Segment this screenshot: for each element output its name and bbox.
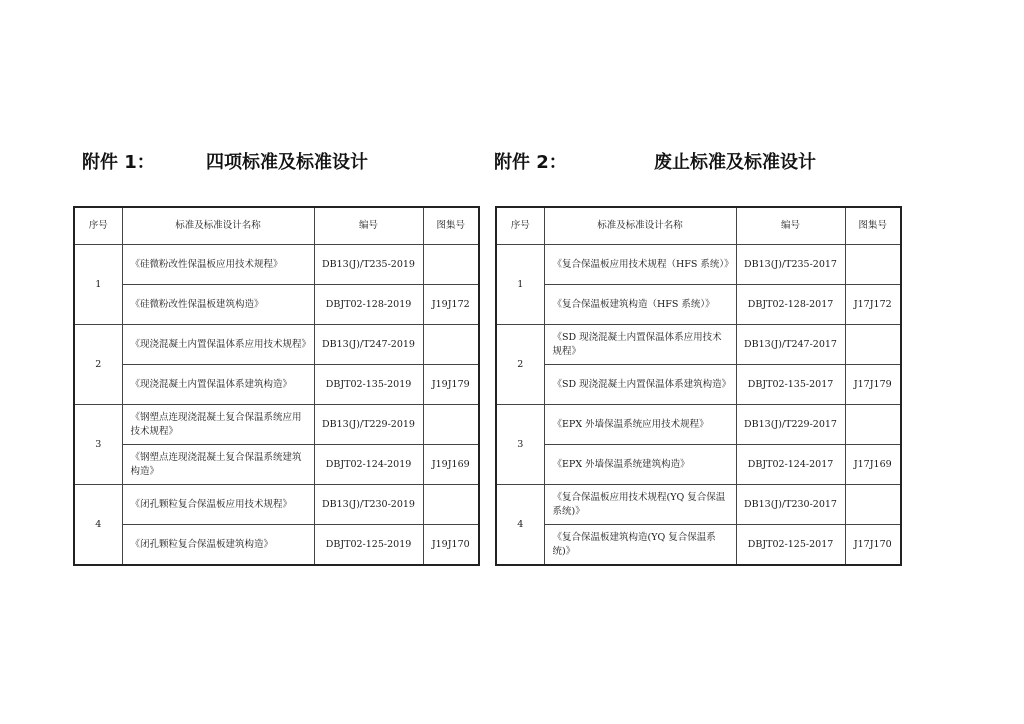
standard-name: 《复合保温板建筑构造（HFS 系统）》 — [544, 285, 736, 325]
table-row — [74, 365, 479, 405]
atlas-number — [845, 245, 901, 285]
table-row — [74, 445, 479, 485]
row-sequence-number: 3 — [496, 405, 544, 485]
column-header-seq: 序号 — [496, 207, 544, 245]
row-sequence-number: 2 — [74, 325, 122, 405]
table-row — [74, 325, 479, 365]
table-row — [496, 445, 901, 485]
standard-code: DBJT02-124-2017 — [736, 445, 845, 485]
table-row — [496, 525, 901, 566]
atlas-number — [845, 405, 901, 445]
standard-code: DB13(J)/T247-2017 — [736, 325, 845, 365]
table-row — [496, 245, 901, 285]
standard-code: DB13(J)/T230-2017 — [736, 485, 845, 525]
column-header-code: 编号 — [736, 207, 845, 245]
atlas-number: J19J172 — [423, 285, 479, 325]
table-row — [74, 525, 479, 566]
standard-name: 《硅微粉改性保温板建筑构造》 — [122, 285, 314, 325]
column-header-name: 标准及标准设计名称 — [544, 207, 736, 245]
table-row — [496, 365, 901, 405]
column-header-name: 标准及标准设计名称 — [122, 207, 314, 245]
standard-code: DBJT02-125-2017 — [736, 525, 845, 566]
standards-table-2 — [495, 206, 902, 566]
standard-code: DBJT02-135-2019 — [314, 365, 423, 405]
standard-code: DBJT02-128-2017 — [736, 285, 845, 325]
attachment-2-heading — [484, 146, 914, 174]
standard-name: 《EPX 外墙保温系统建筑构造》 — [544, 445, 736, 485]
table-row — [496, 285, 901, 325]
table-header-row — [74, 207, 479, 245]
standard-name: 《复合保温板应用技术规程(YQ 复合保温系统)》 — [544, 485, 736, 525]
attachment-label: 附件 2： — [494, 152, 567, 173]
atlas-number: J17J172 — [845, 285, 901, 325]
column-header-code: 编号 — [314, 207, 423, 245]
table-row — [496, 405, 901, 445]
standard-name: 《SD 现浇混凝土内置保温体系建筑构造》 — [544, 365, 736, 405]
standard-name: 《现浇混凝土内置保温体系应用技术规程》 — [122, 325, 314, 365]
standard-code: DB13(J)/T229-2017 — [736, 405, 845, 445]
standard-name: 《SD 现浇混凝土内置保温体系应用技术规程》 — [544, 325, 736, 365]
standard-name: 《EPX 外墙保温系统应用技术规程》 — [544, 405, 736, 445]
table-row — [74, 285, 479, 325]
standard-code: DB13(J)/T230-2019 — [314, 485, 423, 525]
standard-name: 《复合保温板应用技术规程（HFS 系统）》 — [544, 245, 736, 285]
standard-code: DBJT02-124-2019 — [314, 445, 423, 485]
atlas-number — [845, 485, 901, 525]
row-sequence-number: 2 — [496, 325, 544, 405]
atlas-number: J19J170 — [423, 525, 479, 566]
standard-code: DB13(J)/T247-2019 — [314, 325, 423, 365]
standard-code: DBJT02-125-2019 — [314, 525, 423, 566]
standard-code: DB13(J)/T229-2019 — [314, 405, 423, 445]
row-sequence-number: 3 — [74, 405, 122, 485]
attachment-title: 废止标准及标准设计 — [654, 152, 816, 173]
atlas-number — [845, 325, 901, 365]
standard-code: DBJT02-128-2019 — [314, 285, 423, 325]
atlas-number: J19J179 — [423, 365, 479, 405]
column-header-atlas: 图集号 — [423, 207, 479, 245]
column-header-seq: 序号 — [74, 207, 122, 245]
table-row — [74, 485, 479, 525]
table-row — [496, 325, 901, 365]
table-header-row — [496, 207, 901, 245]
row-sequence-number: 1 — [74, 245, 122, 325]
attachment-label: 附件 1： — [82, 152, 155, 173]
standard-name: 《现浇混凝土内置保温体系建筑构造》 — [122, 365, 314, 405]
row-sequence-number: 4 — [496, 485, 544, 566]
atlas-number: J19J169 — [423, 445, 479, 485]
atlas-number: J17J169 — [845, 445, 901, 485]
atlas-number — [423, 325, 479, 365]
atlas-number: J17J179 — [845, 365, 901, 405]
table-row — [496, 485, 901, 525]
table-row — [74, 405, 479, 445]
standard-name: 《硅微粉改性保温板应用技术规程》 — [122, 245, 314, 285]
row-sequence-number: 1 — [496, 245, 544, 325]
standard-name: 《闭孔颗粒复合保温板建筑构造》 — [122, 525, 314, 566]
atlas-number: J17J170 — [845, 525, 901, 566]
standards-table-1 — [73, 206, 480, 566]
standard-name: 《闭孔颗粒复合保温板应用技术规程》 — [122, 485, 314, 525]
attachment-title: 四项标准及标准设计 — [206, 152, 368, 173]
atlas-number — [423, 245, 479, 285]
attachment-1-heading — [72, 146, 502, 174]
standard-code: DB13(J)/T235-2019 — [314, 245, 423, 285]
standard-code: DBJT02-135-2017 — [736, 365, 845, 405]
standard-code: DB13(J)/T235-2017 — [736, 245, 845, 285]
standard-name: 《复合保温板建筑构造(YQ 复合保温系统)》 — [544, 525, 736, 566]
atlas-number — [423, 485, 479, 525]
row-sequence-number: 4 — [74, 485, 122, 566]
atlas-number — [423, 405, 479, 445]
standard-name: 《钢塑点连现浇混凝土复合保温系统应用技术规程》 — [122, 405, 314, 445]
column-header-atlas: 图集号 — [845, 207, 901, 245]
standard-name: 《钢塑点连现浇混凝土复合保温系统建筑构造》 — [122, 445, 314, 485]
table-row — [74, 245, 479, 285]
